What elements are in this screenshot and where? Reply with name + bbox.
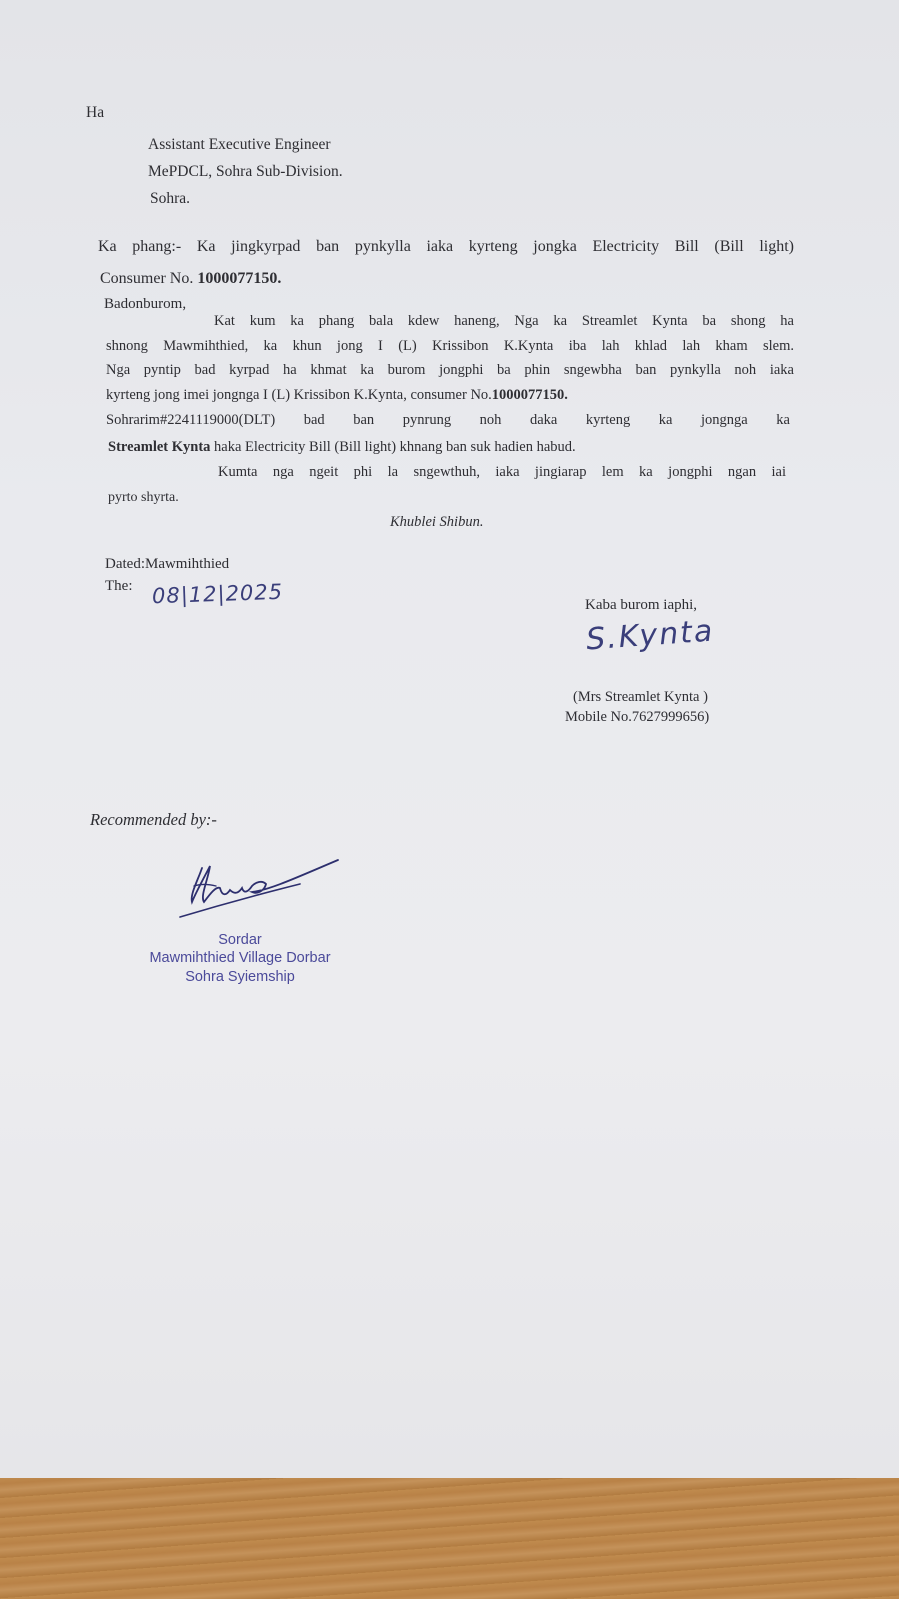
body-line-6 (108, 439, 576, 456)
subject-line-1: Ka phang:- Ka jingkyrpad ban pynkylla iaka kyrteng jongka Electricity Bill (Bill light) (98, 238, 794, 255)
salutation-to: Ha (86, 104, 105, 121)
consumer-label: Consumer No. (100, 270, 198, 287)
stamp-line-2: Mawmihthied Village Dorbar (149, 950, 331, 966)
body-line-8: pyrto shyrta. (108, 490, 179, 505)
sordar-signature (170, 850, 350, 925)
body-name-bold: Streamlet Kynta (108, 439, 211, 455)
sender-name: (Mrs Streamlet Kynta ) (573, 689, 708, 705)
dated-label: Dated:Mawmihthied (105, 556, 230, 572)
handwritten-date: 08|12|2025 (151, 579, 284, 609)
sender-mobile: Mobile No.7627999656) (565, 709, 710, 725)
addressee-line-1: Assistant Executive Engineer (148, 136, 331, 153)
body-line-4 (106, 387, 568, 404)
addressee-line-2: MePDCL, Sohra Sub-Division. (148, 163, 343, 180)
addressee-line-3: Sohra. (150, 190, 191, 207)
body-line-6-text: haka Electricity Bill (Bill light) khnang ban suk hadien habud. (210, 439, 576, 455)
greeting: Badonburom, (104, 296, 187, 312)
body-line-3: Nga pyntip bad kyrpad ha khmat ka burom jongphi ba phin sngewbha ban pynkylla noh iaka (106, 362, 794, 378)
stamp-line-3: Sohra Syiemship (185, 969, 295, 985)
sender-signature: S.Kynta (584, 613, 716, 658)
stamp-line-1: Sordar (218, 932, 262, 948)
subject-line-2 (100, 270, 281, 288)
closing-text: Khublei Shibun. (390, 514, 484, 530)
wooden-table-surface (0, 1478, 899, 1599)
body-line-7: Kumta nga ngeit phi la sngewthuh, iaka jingiarap lem ka jongphi ngan iai (218, 464, 786, 480)
body-line-2: shnong Mawmihthied, ka khun jong I (L) Krissibon K.Kynta iba lah khlad lah kham slem. (106, 338, 794, 354)
sign-off: Kaba burom iaphi, (585, 597, 698, 613)
recommended-label: Recommended by:- (90, 810, 217, 829)
consumer-number: 1000077150. (197, 270, 282, 287)
body-consumer-number: 1000077150. (491, 387, 568, 403)
body-line-1: Kat kum ka phang bala kdew haneng, Nga ka Streamlet Kynta ba shong ha (214, 313, 794, 329)
body-line-5: Sohrarim#2241119000(DLT) bad ban pynrung noh daka kyrteng ka jongnga ka (106, 412, 790, 428)
body-line-4-text: kyrteng jong imei jongnga I (L) Krissibon K.Kynta, consumer No. (106, 387, 492, 403)
the-label: The: (105, 578, 133, 594)
